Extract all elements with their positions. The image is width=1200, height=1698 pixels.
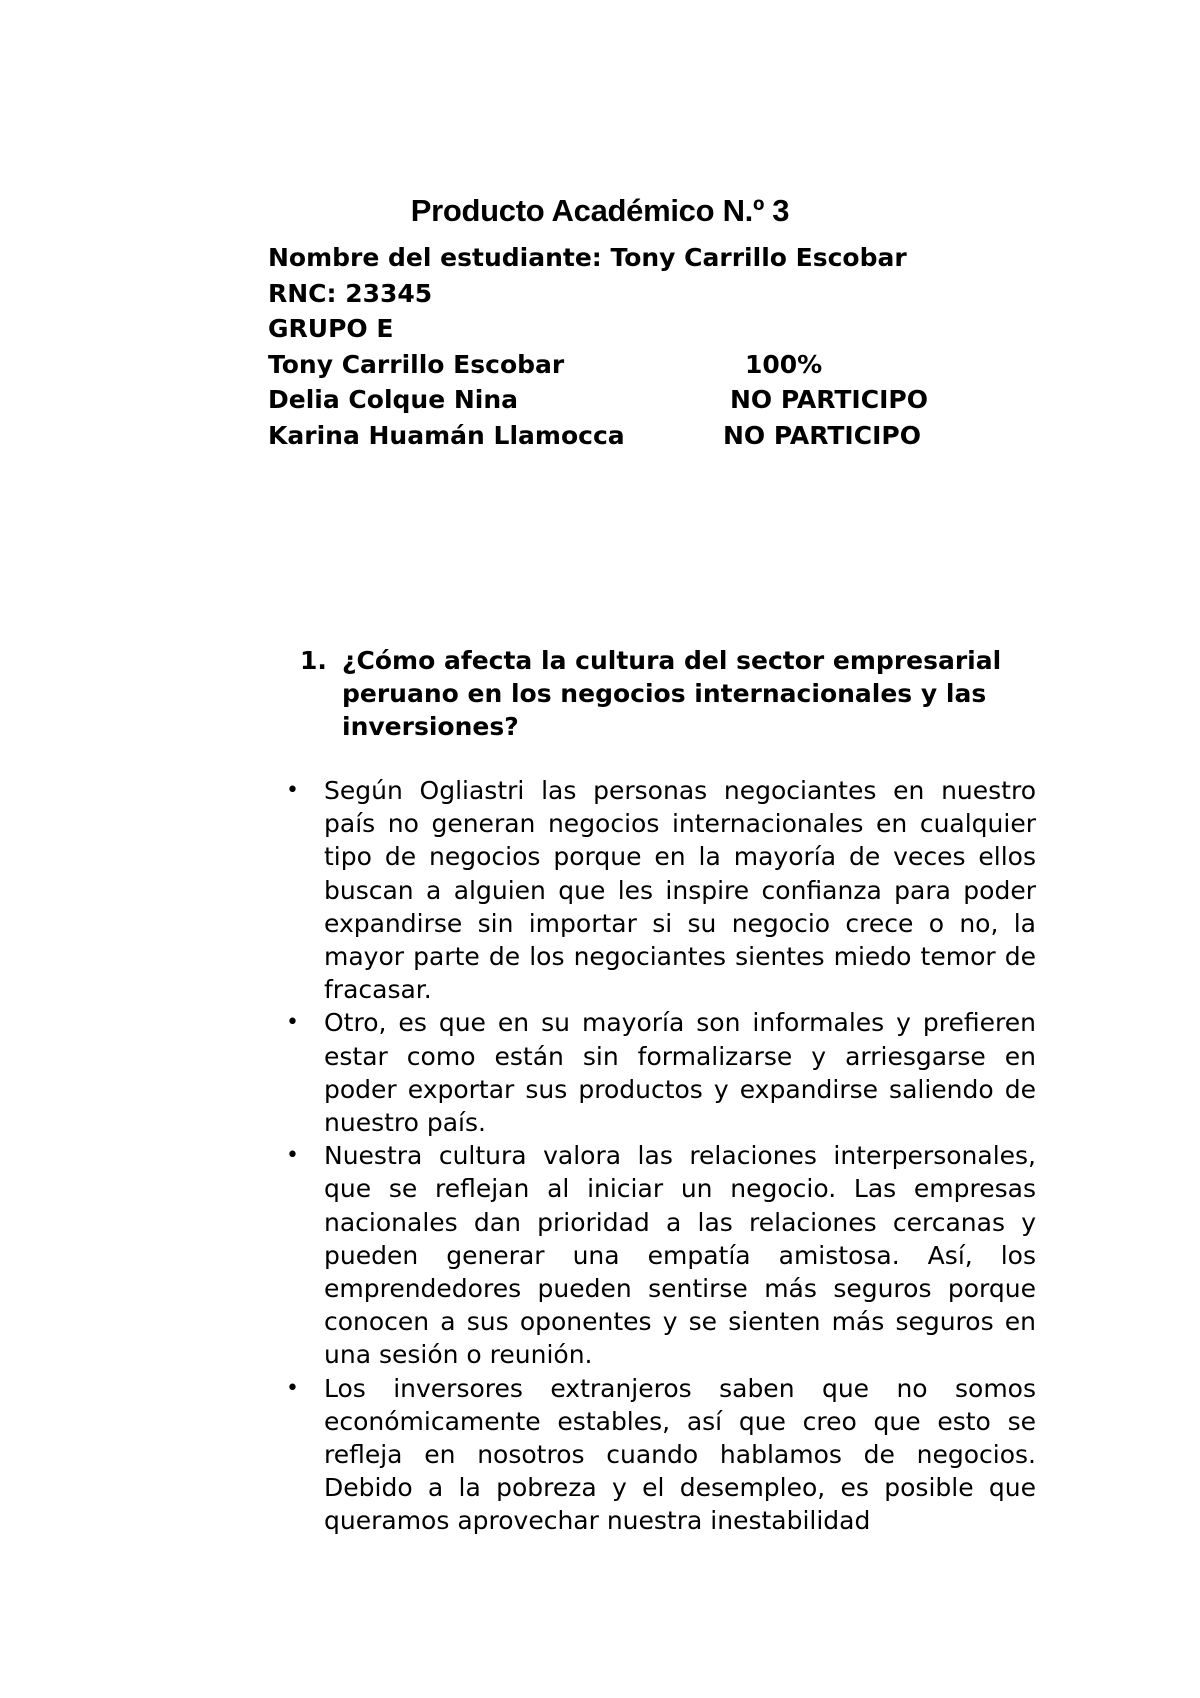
bullet-text: Nuestra cultura valora las relaciones interpersonales, que se reflejan al iniciar un negocio. Las empresas nacionales dan prioridad a las relaciones cercanas y pueden generar una empatía amistosa. Así, los emprendedores pueden sentirse más seguros porque conocen a sus oponentes y se sienten más seguros en una sesión o reunión.: [324, 1141, 1036, 1370]
student-info-block: [268, 240, 1028, 453]
bullet-text: Otro, es que en su mayoría son informales y prefieren estar como están sin formalizarse y arriesgarse en poder exportar sus productos y expandirse saliendo de nuestro país.: [324, 1008, 1036, 1138]
bullet-text: Los inversores extranjeros saben que no somos económicamente estables, así que creo que esto se refleja en nosotros cuando hablamos de negocios. Debido a la pobreza y el desempleo, es posible que queramos aprovechar nuestra inestabilidad: [324, 1373, 1036, 1536]
bullet-text: Según Ogliastri las personas negociantes en nuestro país no generan negocios internacionales en cualquier tipo de negocios porque en la mayoría de veces ellos buscan a alguien que les inspire confianza para poder expandirse sin importar si su negocio crece o no, la mayor parte de los negociantes sientes miedo temor de fracasar.: [324, 776, 1036, 1005]
document-title: Producto Académico N.º 3: [410, 193, 790, 228]
bullet-icon: •: [286, 1010, 299, 1036]
member-status: NO PARTICIPO: [723, 420, 921, 450]
member-status: NO PARTICIPO: [730, 385, 928, 414]
group-member-row: [268, 418, 1028, 454]
bullet-icon: •: [286, 778, 299, 803]
question-text: ¿Cómo afecta la cultura del sector empresarial peruano en los negocios internacionales y las inversiones?: [342, 646, 1002, 741]
answer-bullet-list: [268, 774, 1036, 1538]
member-name: Karina Huamán Llamocca: [268, 420, 625, 450]
student-name-line: Nombre del estudiante: Tony Carrillo Escobar: [268, 243, 907, 272]
member-name: Tony Carrillo Escobar: [268, 349, 565, 379]
group-member-row: [268, 382, 1028, 418]
list-item: [268, 774, 1036, 1006]
list-item: [268, 1139, 1036, 1371]
group-member-row: [268, 347, 1028, 383]
group-line: GRUPO E: [268, 314, 394, 343]
rnc-line: RNC: 23345: [268, 278, 433, 308]
member-name: Delia Colque Nina: [268, 385, 519, 414]
bullet-icon: •: [286, 1375, 299, 1401]
question-heading: [300, 644, 1040, 743]
list-item: [268, 1006, 1036, 1139]
bullet-icon: •: [286, 1143, 299, 1169]
question-number: 1.: [300, 646, 327, 675]
list-item: [268, 1372, 1036, 1538]
member-status: 100%: [745, 349, 823, 379]
